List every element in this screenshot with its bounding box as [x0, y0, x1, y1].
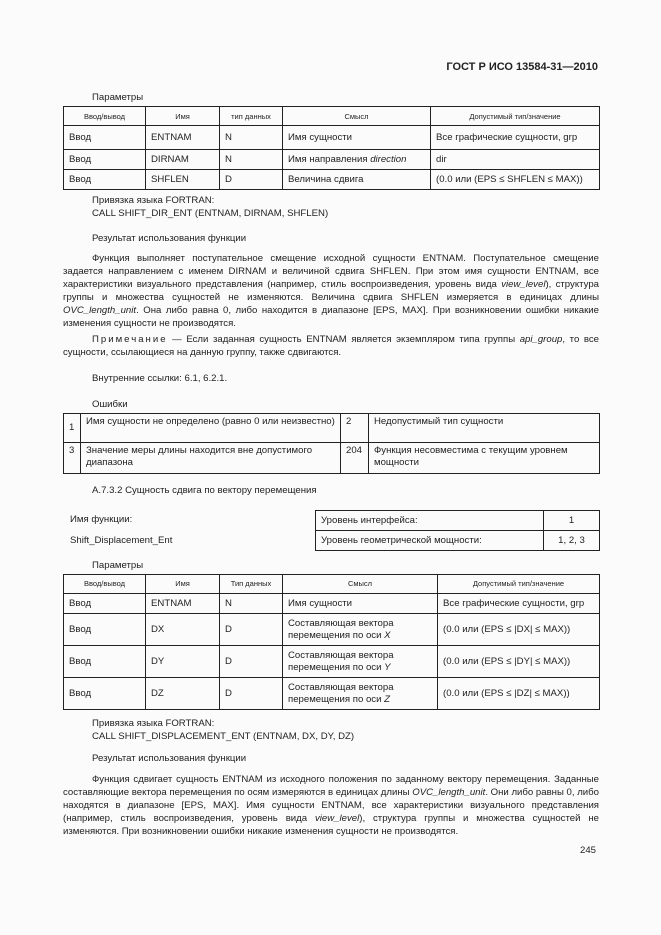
table-row — [316, 511, 600, 531]
text: Функция выполняет поступательное смещение исходной сущности ENTNAM. Поступательное смещение задается направлением с именем DIRNAM и величиной сдвига SHFLEN. При этом имя сущности ENTNAM, все характеристики визуального представления (например, стиль воспроизведения, уровень вида — [63, 253, 599, 290]
cell: Все графические сущности, grp — [431, 126, 600, 150]
axis-italic: Z — [384, 693, 390, 705]
text: . Она либо равна 0, либо находится в диапазоне [EPS, MAX]. При возникновении ошибки никакие изменения сущности не производятся. — [63, 305, 599, 329]
cell: N — [220, 594, 283, 614]
cell: 3 — [64, 443, 81, 474]
table-row — [64, 594, 600, 614]
params-title: Параметры — [92, 560, 144, 571]
cell: Имя сущности — [283, 594, 438, 614]
binding-title: Привязка языка FORTRAN: — [92, 195, 215, 206]
cell-text: Составляющая вектора перемещения по оси — [288, 649, 394, 673]
col-header: Имя — [146, 107, 220, 126]
cell-italic: direction — [370, 154, 407, 165]
cell-text: Составляющая вектора перемещения по оси — [288, 617, 394, 641]
cell — [283, 646, 438, 678]
cell: D — [220, 614, 283, 646]
cell: DY — [146, 646, 220, 678]
col-header: Ввод/вывод — [64, 575, 146, 594]
errors-title: Ошибки — [92, 399, 128, 410]
cell: Ввод — [64, 126, 146, 150]
text-italic: OVC_length_unit — [63, 305, 137, 316]
table-row — [64, 678, 600, 710]
note — [63, 333, 599, 359]
cell — [283, 614, 438, 646]
result-paragraph-2 — [63, 773, 599, 838]
binding-call: CALL SHIFT_DISPLACEMENT_ENT (ENTNAM, DX, DY, DZ) — [92, 731, 355, 742]
text-italic: view_level — [501, 279, 546, 290]
cell: Ввод — [64, 170, 146, 190]
cell: Все графические сущности, grp — [438, 594, 600, 614]
text: Функция сдвигает сущность ENTNAM из исходного положения по заданному вектору перемещения. Заданные составляющие вектора перемещения по осям измеряются в единицах длины — [63, 774, 599, 798]
cell: Величина сдвига — [283, 170, 431, 190]
table-row — [64, 646, 600, 678]
note-label: Примечание — [92, 334, 168, 345]
col-header: тип данных — [220, 107, 283, 126]
table-row — [64, 126, 600, 150]
cell: (0.0 или (EPS ≤ SHFLEN ≤ MAX)) — [431, 170, 600, 190]
table-row — [64, 414, 600, 443]
errors-table — [63, 413, 600, 474]
table-header-row — [64, 107, 600, 126]
table-row — [64, 150, 600, 170]
cell: Уровень интерфейса: — [316, 511, 544, 531]
text-italic: api_group — [519, 334, 563, 345]
col-header: Смысл — [283, 575, 438, 594]
cell: Ввод — [64, 150, 146, 170]
cell: DIRNAM — [146, 150, 220, 170]
axis-italic: X — [384, 629, 391, 641]
cell: D — [220, 646, 283, 678]
cell-text: Имя направления — [288, 154, 371, 165]
cell: DX — [146, 614, 220, 646]
col-header: Смысл — [283, 107, 431, 126]
binding-call: CALL SHIFT_DIR_ENT (ENTNAM, DIRNAM, SHFLEN) — [92, 208, 329, 219]
cell: dir — [431, 150, 600, 170]
cell — [283, 150, 431, 170]
cell: (0.0 или (EPS ≤ |DY| ≤ MAX)) — [438, 646, 600, 678]
text: ), структура группы и множества сущностей не изменяются. Величина сдвига SHFLEN измеряется в единицах длины — [63, 279, 599, 303]
params-title: Параметры — [92, 92, 144, 103]
col-header: Допустимый тип/значение — [431, 107, 600, 126]
cell: ENTNAM — [146, 594, 220, 614]
cell: Значение меры длины находится вне допустимого диапазона — [81, 443, 341, 474]
col-header: Ввод/вывод — [64, 107, 146, 126]
cell: 1 — [64, 414, 81, 443]
cell: (0.0 или (EPS ≤ |DZ| ≤ MAX)) — [438, 678, 600, 710]
standard-header: ГОСТ Р ИСО 13584-31—2010 — [446, 61, 598, 73]
cell: Недопустимый тип сущности — [369, 414, 600, 443]
text-italic: OVC_length_unit — [412, 787, 486, 798]
table-row — [316, 531, 600, 551]
cell-text: Составляющая вектора перемещения по оси — [288, 681, 394, 705]
cell: DZ — [146, 678, 220, 710]
text: — Если заданная сущность ENTNAM является экземпляром типа группы — [167, 334, 520, 345]
cell: Уровень геометрической мощности: — [316, 531, 544, 551]
function-name: Shift_Displacement_Ent — [70, 535, 173, 546]
params-table-2 — [63, 574, 600, 710]
fortran-binding-1 — [92, 194, 328, 220]
result-title: Результат использования функции — [92, 753, 247, 764]
cell — [283, 678, 438, 710]
cell: Имя сущности не определено (равно 0 или неизвестно) — [81, 414, 341, 443]
function-name-label: Имя функции: — [70, 514, 133, 525]
table-row — [64, 170, 600, 190]
cell: ENTNAM — [146, 126, 220, 150]
table-row — [64, 614, 600, 646]
page-number: 245 — [580, 845, 597, 856]
cell: Функция несовместима с текущим уровнем мощности — [369, 443, 600, 474]
col-header: Допустимый тип/значение — [438, 575, 600, 594]
cell: D — [220, 170, 283, 190]
col-header: Тип данных — [220, 575, 283, 594]
cell: D — [220, 678, 283, 710]
section-heading: А.7.3.2 Сущность сдвига по вектору перемещения — [92, 485, 317, 496]
cell: 2 — [341, 414, 369, 443]
text-italic: view_level — [314, 813, 360, 824]
fortran-binding-2 — [92, 717, 354, 743]
cell: 1 — [544, 511, 600, 531]
text: , то все сущности, ссылающиеся на данную группу, также сдвигаются. — [63, 334, 599, 358]
text: . Они либо равны 0, либо находятся в диапазоне [EPS, MAX]. Имя сущности ENTNAM, все характеристики визуального представления (например, стиль воспроизведения, уровень вида — [63, 787, 599, 824]
cell: SHFLEN — [146, 170, 220, 190]
table-row — [64, 443, 600, 474]
cell: Ввод — [64, 594, 146, 614]
result-title: Результат использования функции — [92, 233, 247, 244]
binding-title: Привязка языка FORTRAN: — [92, 718, 215, 729]
cell: N — [220, 150, 283, 170]
cell: Ввод — [64, 614, 146, 646]
col-header: Имя — [146, 575, 220, 594]
cell: N — [220, 126, 283, 150]
internal-refs: Внутренние ссылки: 6.1, 6.2.1. — [92, 373, 228, 384]
cell: 1, 2, 3 — [544, 531, 600, 551]
params-table-1 — [63, 106, 600, 190]
cell: 204 — [341, 443, 369, 474]
table-header-row — [64, 575, 600, 594]
function-levels-table — [315, 510, 600, 551]
cell: Имя сущности — [283, 126, 431, 150]
axis-italic: Y — [384, 661, 391, 673]
cell: (0.0 или (EPS ≤ |DX| ≤ MAX)) — [438, 614, 600, 646]
cell: Ввод — [64, 646, 146, 678]
cell: Ввод — [64, 678, 146, 710]
result-paragraph-1 — [63, 252, 599, 330]
text: ), структура группы и множества сущностей не изменяются. При возникновении ошибки никакие изменения сущности не производятся. — [63, 813, 599, 837]
